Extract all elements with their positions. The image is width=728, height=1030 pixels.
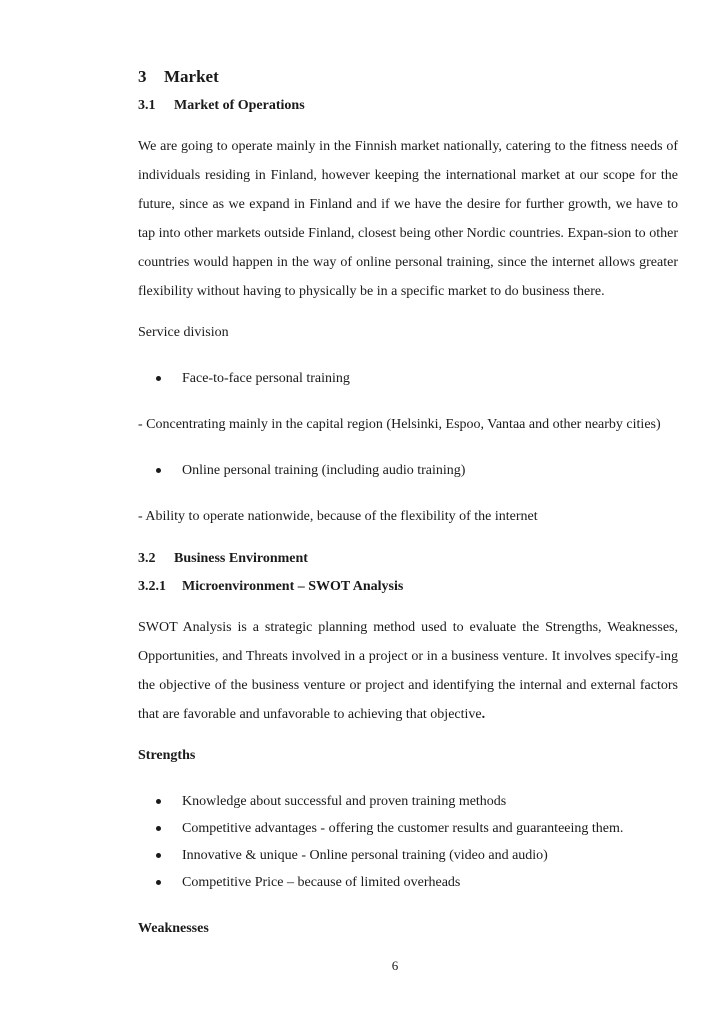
swot-paragraph-text: SWOT Analysis is a strategic planning method used to evaluate the Strengths, Weaknesses, Opportunities, and Threats involved in a project or in a business venture. It involves specify-ing the objective of the business venture or project and identifying the internal and external factors that are favorable and unfavorable to achieving that objective [138, 620, 678, 722]
subsection-number: 3.1 [138, 98, 156, 113]
list-item-text: Online personal training (including audio training) [182, 463, 466, 478]
list-item [138, 365, 678, 392]
swot-paragraph [138, 613, 678, 729]
strengths-heading: Strengths [138, 748, 196, 763]
section-number: 3 [138, 67, 147, 86]
subsection-number: 3.2 [138, 551, 156, 566]
subsection-heading-3-2-1 [138, 573, 678, 601]
service-list-2 [138, 457, 678, 484]
service-note-1: - Concentrating mainly in the capital region (Helsinki, Espoo, Vantaa and other nearby cities) [138, 417, 661, 432]
list-item-text: Face-to-face personal training [182, 371, 350, 386]
market-of-operations-paragraph: We are going to operate mainly in the Finnish market nationally, catering to the fitness needs of individuals residing in Finland, however keeping the international market at our scope for the future, since as we expand in Finland and if we have the desire for further growth, we have to tap into other markets outside Finland, closest being other Nordic countries. Expan-sion to other countries would happen in the way of online personal training, since the internet allows greater flexibility without having to physically be in a specific market to do business there. [138, 139, 678, 299]
document-page [138, 62, 678, 943]
bullet-icon [156, 376, 161, 381]
service-note-2: - Ability to operate nationwide, because of the flexibility of the internet [138, 509, 538, 524]
subsection-heading-3-2 [138, 545, 678, 573]
bullet-icon [156, 468, 161, 473]
list-item [138, 869, 678, 896]
list-item-text: Competitive Price – because of limited overheads [182, 875, 461, 890]
section-heading [138, 62, 678, 92]
list-item [138, 788, 678, 815]
subsection-title: Market of Operations [174, 98, 305, 113]
bullet-icon [156, 799, 161, 804]
strengths-list [138, 788, 678, 896]
list-item [138, 815, 678, 842]
bullet-icon [156, 853, 161, 858]
subsection-title: Microenvironment – SWOT Analysis [182, 579, 404, 594]
list-item [138, 842, 678, 869]
section-title: Market [164, 67, 219, 86]
list-item [138, 457, 678, 484]
bullet-icon [156, 880, 161, 885]
subsection-number: 3.2.1 [138, 579, 166, 594]
service-division-heading: Service division [138, 325, 229, 340]
service-list-1 [138, 365, 678, 392]
subsection-heading-3-1 [138, 92, 678, 120]
subsection-title: Business Environment [174, 551, 308, 566]
list-item-text: Knowledge about successful and proven training methods [182, 794, 507, 809]
page-number: 6 [391, 958, 399, 973]
list-item-text: Competitive advantages - offering the customer results and guaranteeing them. [182, 821, 624, 836]
weaknesses-heading: Weaknesses [138, 921, 209, 936]
bullet-icon [156, 826, 161, 831]
list-item-text: Innovative & unique - Online personal training (video and audio) [182, 848, 548, 863]
swot-paragraph-end: . [481, 707, 486, 722]
